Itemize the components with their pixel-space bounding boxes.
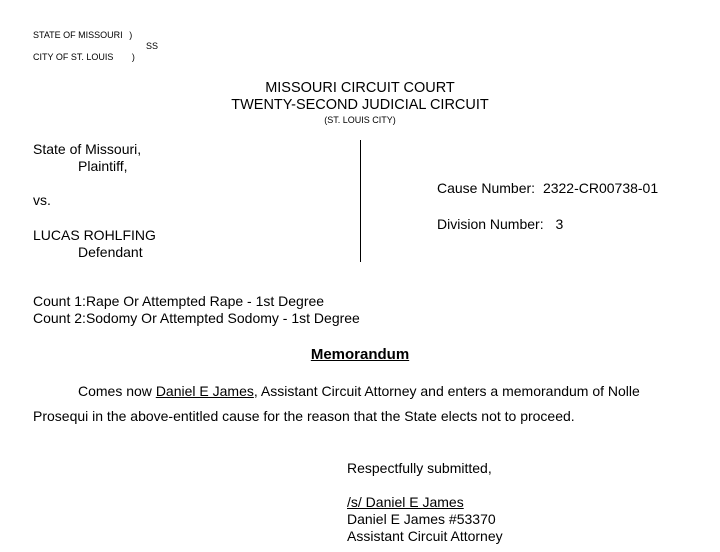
memo-text-start: Comes now xyxy=(78,383,156,399)
attorney-name: Daniel E James xyxy=(155,383,254,399)
venue-state xyxy=(33,30,132,40)
count-label: Count 1: xyxy=(33,293,86,309)
attorney-bar: Daniel E James #53370 xyxy=(347,511,496,527)
caption-divider xyxy=(360,140,361,262)
division-value: 3 xyxy=(555,216,564,232)
e-signature: /s/ Daniel E James xyxy=(347,494,464,510)
cause-label: Cause Number: xyxy=(437,180,536,196)
court-name: MISSOURI CIRCUIT COURT xyxy=(265,80,455,96)
plaintiff-name: State of Missouri, xyxy=(33,141,142,157)
count-text: Sodomy Or Attempted Sodomy - 1st Degree xyxy=(85,310,360,326)
closing: Respectfully submitted, xyxy=(347,460,492,476)
venue-paren-2: ) xyxy=(131,52,135,62)
court-location: (ST. LOUIS CITY) xyxy=(324,115,396,125)
venue-paren-1: ) xyxy=(129,30,133,40)
versus: vs. xyxy=(33,192,51,208)
ss-mark: SS xyxy=(146,41,159,51)
attorney-title: Assistant Circuit Attorney xyxy=(347,528,503,544)
city-label: CITY OF ST. LOUIS xyxy=(33,52,114,62)
plaintiff-role: Plaintiff, xyxy=(78,158,128,174)
cause-number xyxy=(437,180,658,196)
cause-value: 2322-CR00738-01 xyxy=(542,180,659,196)
count-text: Rape Or Attempted Rape - 1st Degree xyxy=(85,293,325,309)
count-label: Count 2: xyxy=(33,310,86,326)
memo-title: Memorandum xyxy=(310,346,410,363)
division-label: Division Number: xyxy=(437,216,544,232)
court-circuit: TWENTY-SECOND JUDICIAL CIRCUIT xyxy=(231,97,489,113)
defendant-name: LUCAS ROHLFING xyxy=(33,227,156,243)
count-line xyxy=(33,310,360,326)
defendant-role: Defendant xyxy=(78,244,143,260)
memo-paragraph-line-2: Prosequi in the above-entitled cause for the reason that the State elects not to proceed. xyxy=(33,408,575,424)
state-label: STATE OF MISSOURI xyxy=(33,30,123,40)
memo-text-rest: , Assistant Circuit Attorney and enters a memorandum of Nolle xyxy=(253,383,640,399)
venue-city xyxy=(33,52,135,62)
memo-paragraph-line-1 xyxy=(78,383,640,399)
count-line xyxy=(33,293,324,309)
memo-title-wrap xyxy=(0,346,720,363)
division-number xyxy=(437,216,563,232)
